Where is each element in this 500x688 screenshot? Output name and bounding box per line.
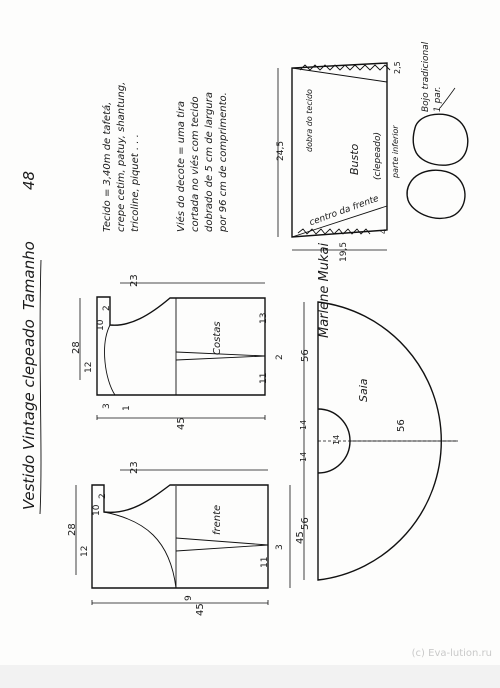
skirt-dim-14b: 14 (299, 451, 308, 462)
front-dim-3: 3 (275, 544, 285, 550)
bojo-cup-1 (413, 114, 468, 165)
back-dim-28: 28 (71, 341, 82, 354)
back-side-curve (105, 325, 115, 395)
front-side-curve (104, 512, 176, 588)
title-line1: Vestido Vintage clepeado (20, 319, 38, 510)
skirt-dim-56c: 56 (396, 419, 407, 432)
back-dim-23: 23 (129, 274, 140, 287)
bust-edge-center: centro da frente (308, 193, 381, 229)
bojo-qty: 1 par. (433, 86, 443, 112)
back-dim-45: 45 (176, 417, 187, 430)
front-dart (176, 538, 268, 551)
back-dim-d2: 2 (275, 354, 285, 360)
front-dim-23: 23 (129, 461, 140, 474)
footer-band (0, 665, 500, 688)
back-dim-2: 2 (102, 305, 112, 311)
binding-note-l1: Viés do decote = uma tira (176, 100, 187, 232)
front-dim-12: 12 (80, 545, 90, 557)
fabric-note (101, 82, 141, 232)
front-dim-11: 11 (260, 556, 270, 568)
front-dim-45: 45 (295, 531, 306, 544)
skirt-dim-56b: 56 (300, 517, 311, 530)
fabric-note-l1: Tecido = 3,40m de tafetá, (102, 101, 113, 232)
bust-label: Busto (348, 143, 361, 175)
front-piece (67, 461, 306, 616)
front-dim-28: 28 (67, 523, 78, 536)
bust-dim-4: 4 (379, 228, 388, 234)
fabric-note-l2: crepe cetim, patuy, shantung, (116, 81, 127, 232)
title-line2: Tamanho (20, 241, 38, 310)
bojo-label: Bojo tradicional (421, 41, 431, 112)
skirt-piece (299, 302, 458, 580)
bust-piece (276, 61, 402, 262)
back-dim-10: 10 (96, 319, 106, 331)
bust-edge-bottom: parte inferior (391, 125, 400, 178)
front-dim-2: 2 (98, 493, 108, 499)
signature (317, 243, 332, 338)
back-dim-3: 3 (102, 403, 112, 409)
title-underline (40, 260, 41, 514)
binding-note-l3: dobrado de 5 cm de largura (204, 92, 215, 232)
title-size: 48 (20, 170, 38, 190)
skirt-dim-14c: 14 (332, 434, 341, 445)
bust-edge-top: dobra do tecido (305, 89, 314, 152)
front-dim-bottom-line (92, 600, 268, 605)
binding-note-l4: por 96 cm de comprimento. (218, 92, 229, 232)
front-dim-45b: 45 (195, 603, 206, 616)
bojo-pieces (407, 41, 468, 218)
bust-sub: (clepeado) (373, 132, 383, 180)
bust-dim-25: 2,5 (393, 61, 402, 74)
bust-dim-195: 19,5 (339, 241, 349, 262)
skirt-dim-56a: 56 (300, 349, 311, 362)
watermark: (c) Eva-lution.ru (411, 648, 492, 659)
front-label: frente (212, 504, 223, 535)
title-block (20, 171, 41, 514)
bojo-cup-2 (407, 170, 465, 218)
front-dim-9: 9 (184, 595, 194, 601)
front-outline (92, 485, 268, 588)
skirt-label: Saia (357, 378, 370, 402)
back-dim-1: 1 (122, 405, 132, 411)
back-dim-13: 13 (259, 312, 269, 324)
signature-text: Marlene Mukai (317, 242, 332, 338)
back-dim-12: 12 (84, 361, 94, 373)
skirt-dim-14a: 14 (299, 419, 308, 430)
back-dim-11: 11 (259, 372, 269, 384)
binding-note (175, 92, 229, 233)
bust-dim-245: 24,5 (276, 140, 286, 161)
fabric-note-l3: tricoline, piquet . . . (130, 134, 141, 232)
binding-note-l2: cortada no viés com tecido (190, 96, 201, 232)
back-outline (97, 297, 265, 395)
back-piece (71, 274, 285, 430)
front-dim-10: 10 (92, 504, 102, 516)
back-label: Costas (212, 321, 223, 355)
